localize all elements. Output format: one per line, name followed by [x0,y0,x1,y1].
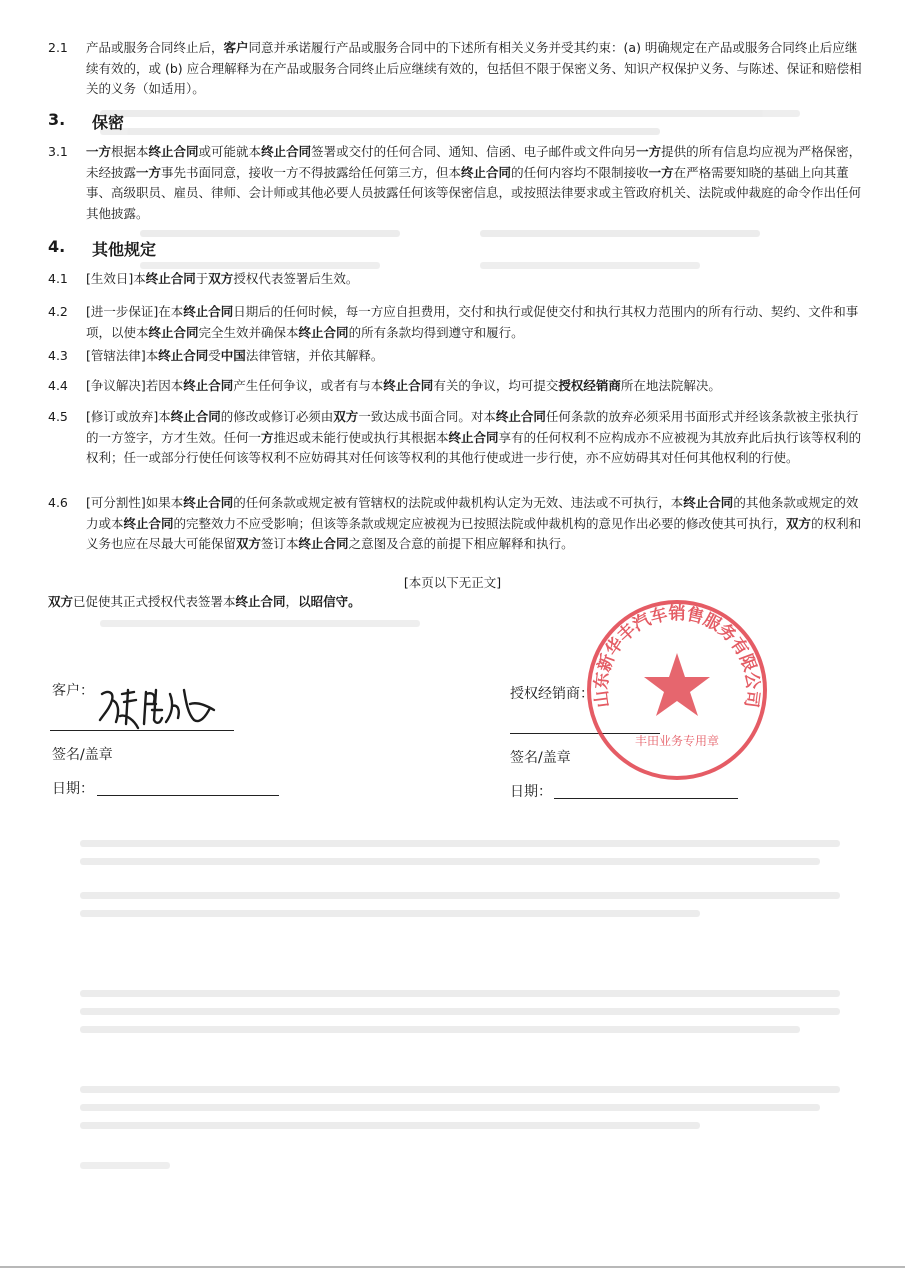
customer-signature-line [50,730,234,731]
clause-number: 4.6 [48,495,68,510]
clause-number: 4.5 [48,409,68,424]
section-heading-3 [48,110,124,133]
clause-number: 4.3 [48,348,68,363]
section-title: 其他规定 [92,240,157,259]
clause-4-4 [48,376,868,397]
clause-4-3 [48,346,868,367]
customer-date-label: 日期： [52,781,94,797]
clause-number: 3.1 [48,144,68,159]
clause-text: [可分割性]如果本终止合同的任何条款或规定被有管辖权的法院或仲裁机构认定为无效、违法或不可执行，本终止合同的其他条款或规定的效力或本终止合同的完整效力不应受影响；但该等条款或规定应被视为已按照法院或仲裁机构的意见作出必要的修改使其可执行，双方的权利和义务也应在尽最大可能保留双方签订本终止合同之意图及合意的前提下相应解释和执行。 [86,495,862,551]
customer-sign-stamp-label: 签名/盖章 [52,747,113,763]
page-bottom-edge [0,1266,905,1268]
svg-text:丰田业务专用章: 丰田业务专用章 [634,734,720,748]
customer-label: 客户： [52,683,94,699]
svg-text:山东新华丰汽车销售服务有限公司: 山东新华丰汽车销售服务有限公司 [591,604,763,709]
clause-text: 一方根据本终止合同或可能就本终止合同签署或交付的任何合同、通知、信函、电子邮件或文件向另一方提供的所有信息均应视为严格保密，未经披露一方事先书面同意，接收一方不得披露给任何第三方，但本终止合同的任何内容均不限制接收一方在严格需要知晓的基础上向其董事、高级职员、雇员、律师、会计师或其他必要人员披露任何该等保密信息，或按照法律要求或主管政府机关、法院或仲裁庭的命令作出任何其他披露。 [86,144,862,221]
clause-text: [生效日]本终止合同于双方授权代表签署后生效。 [86,271,359,286]
clause-2-1 [48,38,868,100]
customer-handwritten-signature [94,680,224,732]
company-seal-stamp [582,595,772,785]
clause-4-2 [48,302,868,343]
page-end-note: [本页以下无正文] [403,575,502,590]
clause-text: [进一步保证]在本终止合同日期后的任何时候，每一方应自担费用，交付和执行或促使交付和执行其权力范围内的所有行动、契约、文件和事项，以使本终止合同完全生效并确保本终止合同的所有条款均得到遵守和履行。 [86,304,859,340]
clause-text: 产品或服务合同终止后，客户同意并承诺履行产品或服务合同中的下述所有相关义务并受其约束：(a) 明确规定在产品或服务合同终止后应继续有效的，或 (b) 应合理解释为在产品或服务合同终止后应继续有效的，包括但不限于保密义务、知识产权保护义务、与陈述、保证和赔偿相关的义务（如适用）。 [86,40,862,96]
dealer-date-label: 日期： [510,784,552,800]
clause-text: [修订或放弃]本终止合同的修改或修订必须由双方一致达成书面合同。对本终止合同任何条款的放弃必须采用书面形式并经该条款被主张执行的一方签字，方才生效。任何一方推迟或未能行使或执行其根据本终止合同享有的任何权利不应构成亦不应被视为其放弃此后执行该等权利的权利；任一或部分行使任何该等权利不应妨碍其对任何该等权利的其他行使或进一步行使，亦不应妨碍其对任何其他权利的行使。 [86,409,862,465]
clause-text: [管辖法律]本终止合同受中国法律管辖，并依其解释。 [86,348,384,363]
clause-4-5 [48,407,868,469]
section-title: 保密 [92,113,125,132]
customer-date-line [97,795,279,796]
clause-4-1 [48,269,868,290]
clause-number: 4.2 [48,304,68,319]
clause-number: 4.1 [48,271,68,286]
clause-4-6 [48,493,868,555]
dealer-sign-stamp-label: 签名/盖章 [510,750,571,766]
section-heading-4 [48,237,156,260]
dealer-label: 授权经销商： [510,686,594,702]
section-number: 3. [48,110,66,129]
dealer-date-line [554,798,738,799]
closing-statement: 双方已促使其正式授权代表签署本终止合同，以昭信守。 [48,594,361,609]
clause-3-1 [48,142,868,224]
section-number: 4. [48,237,66,256]
clause-number: 2.1 [48,40,68,55]
clause-text: [争议解决]若因本终止合同产生任何争议，或者有与本终止合同有关的争议，均可提交授权经销商所在地法院解决。 [86,378,721,393]
clause-number: 4.4 [48,378,68,393]
